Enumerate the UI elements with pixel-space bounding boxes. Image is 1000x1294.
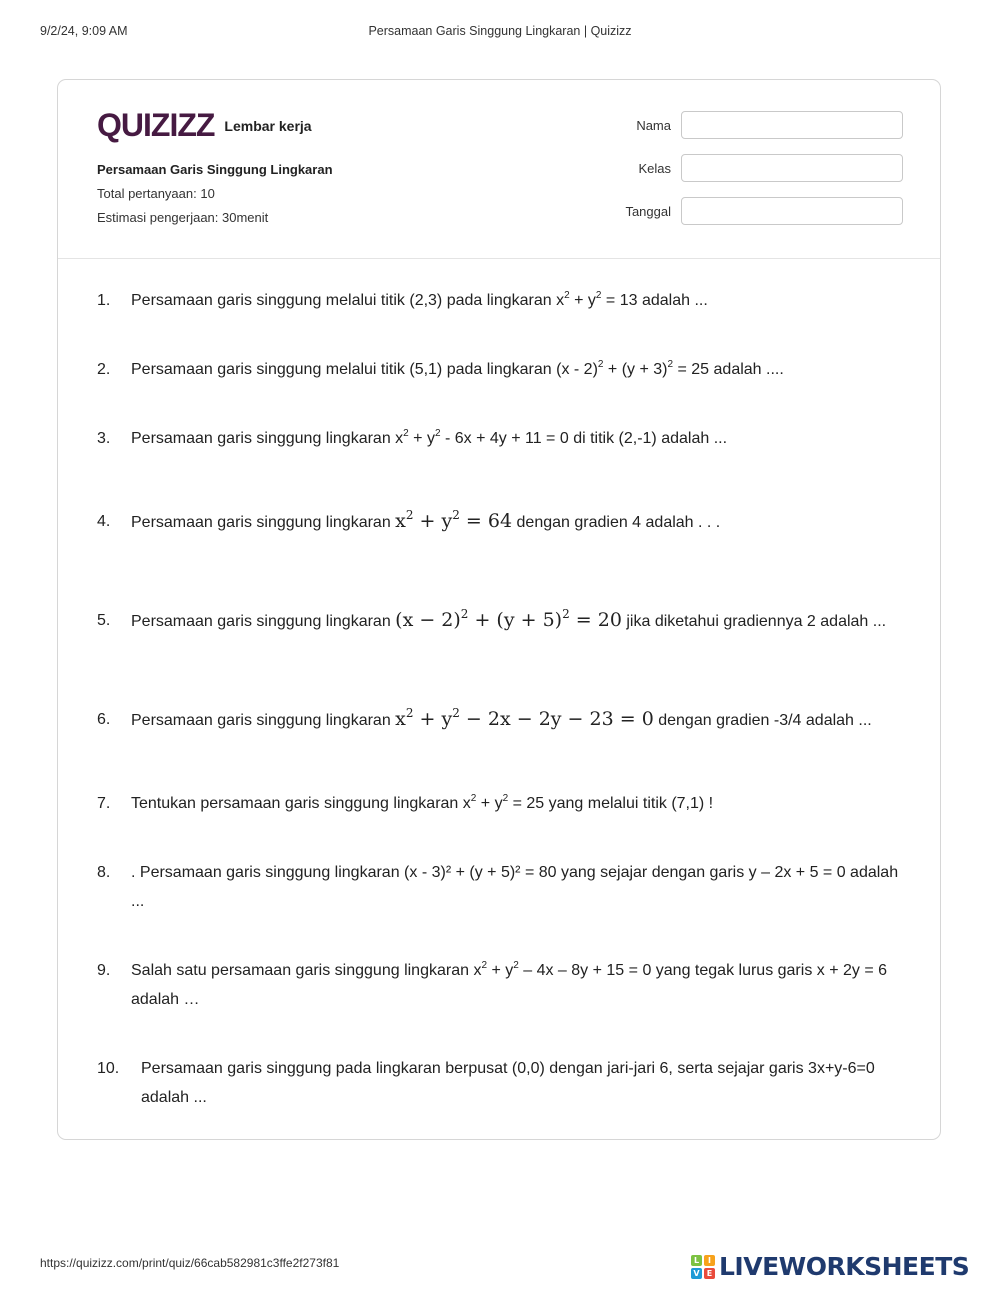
quizizz-logo xyxy=(97,108,312,142)
question-6 xyxy=(97,705,907,735)
question-number: 7. xyxy=(97,795,111,812)
total-questions: Total pertanyaan: 10 xyxy=(97,186,215,201)
question-5 xyxy=(97,606,907,636)
question-number: 1. xyxy=(97,292,111,309)
question-text: Salah satu persamaan garis singgung lingkaran $x^2 + y^2 - 4x - 8y + 15 = 0$ yang tegak lurus garis x + 2y = 6 adalah … xyxy=(131,959,888,1008)
question-text: . Persamaan garis singgung lingkaran (x - 3)² + (y + 5)² = 80 yang sejajar dengan garis y – 2x + 5 = 0 adalah ... xyxy=(131,864,899,910)
question-9 xyxy=(97,956,907,1014)
math-formula: $x^2 + y^2 = 64$ xyxy=(395,507,513,532)
class-input[interactable] xyxy=(681,154,903,182)
date-label: Tanggal xyxy=(625,204,671,219)
print-title: Persamaan Garis Singgung Lingkaran | Quizizz xyxy=(368,24,632,38)
math-formula: $(x - 2)^2 + (y + 5)^2 = 20$ xyxy=(395,606,622,631)
math-formula: $x^2 + y^2 - 2x - 2y - 23 = 0$ xyxy=(395,705,654,730)
question-number: 6. xyxy=(97,711,111,728)
question-number: 8. xyxy=(97,864,111,881)
print-header xyxy=(40,24,960,42)
question-10 xyxy=(97,1054,907,1112)
class-label: Kelas xyxy=(638,161,671,176)
question-4 xyxy=(97,507,907,537)
question-number: 4. xyxy=(97,513,111,530)
name-label: Nama xyxy=(636,118,671,133)
worksheet-header xyxy=(58,80,940,259)
liveworksheets-icon: L I V E xyxy=(691,1255,715,1279)
question-1 xyxy=(97,286,907,315)
question-text: Persamaan garis singgung lingkaran $x^2 + y^2 - 2x - 2y - 23 = 0$ dengan gradien -3/4 adalah ... xyxy=(131,705,872,730)
question-7 xyxy=(97,789,907,818)
question-number: 5. xyxy=(97,612,111,629)
name-input[interactable] xyxy=(681,111,903,139)
question-3 xyxy=(97,424,907,453)
liveworksheets-watermark xyxy=(691,1252,969,1281)
quiz-title: Persamaan Garis Singgung Lingkaran xyxy=(97,162,333,177)
question-text: Persamaan garis singgung lingkaran $x^2 + y^2 = 64$ dengan gradien 4 adalah . . . xyxy=(131,507,721,532)
worksheet-label: Lembar kerja xyxy=(224,118,312,134)
question-number: 2. xyxy=(97,361,111,378)
print-date: 9/2/24, 9:09 AM xyxy=(40,24,128,38)
question-8 xyxy=(97,858,907,916)
footer-url: https://quizizz.com/print/quiz/66cab582981c3ffe2f273f81 xyxy=(40,1256,340,1270)
question-text: Persamaan garis singgung pada lingkaran berpusat (0,0) dengan jari-jari 6, serta sejajar garis 3x+y-6=0 adalah ... xyxy=(141,1060,875,1106)
question-number: 10. xyxy=(97,1060,120,1077)
question-text: Persamaan garis singgung melalui titik (5,1) pada lingkaran $(x - 2)^2 + (y + 3)^2 = 25$ adalah .... xyxy=(131,358,784,378)
question-number: 9. xyxy=(97,962,111,979)
estimated-time: Estimasi pengerjaan: 30menit xyxy=(97,210,269,225)
question-text: Tentukan persamaan garis singgung lingkaran $x^2 + y^2 = 25$ yang melalui titik (7,1) ! xyxy=(131,792,714,812)
brand-logo: QUIZIZZ xyxy=(97,107,215,143)
question-text: Persamaan garis singgung melalui titik (2,3) pada lingkaran $x^2 + y^2 = 13$ adalah ... xyxy=(131,289,708,309)
question-text: Persamaan garis singgung lingkaran $x^2 + y^2 - 6x + 4y + 11 = 0$ di titik (2,-1) adalah ... xyxy=(131,427,728,447)
watermark-text: LIVEWORKSHEETS xyxy=(719,1252,970,1281)
date-input[interactable] xyxy=(681,197,903,225)
question-number: 3. xyxy=(97,430,111,447)
worksheet-card xyxy=(57,79,941,1140)
question-text: Persamaan garis singgung lingkaran $(x - 2)^2 + (y + 5)^2 = 20$ jika diketahui gradiennya 2 adalah ... xyxy=(131,606,887,631)
question-2 xyxy=(97,355,907,384)
